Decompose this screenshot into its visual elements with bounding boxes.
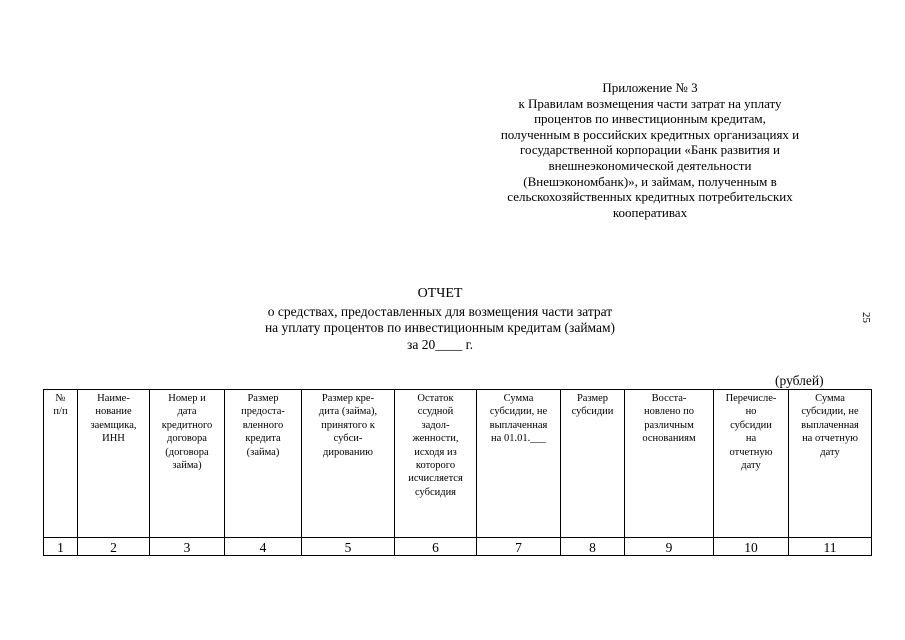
appendix-line: полученным в российских кредитных организациях и [500,126,800,142]
header-cell-subsidized-amount: Размер кре- дита (займа), принятого к субси- дированию [302,390,395,538]
appendix-line: (Внешэкономбанк)», и займам, полученным в [523,173,777,189]
appendix-line: внешнеэкономической деятельности [548,157,752,173]
header-cell-subsidy-size: Размер субсидии [561,390,625,538]
appendix-line: кооперативах [612,204,688,220]
header-cell-unpaid-start: Сумма субсидии, не выплаченная на 01.01.___ [477,390,561,538]
header-cell-unpaid-report: Сумма субсидии, не выплаченная на отчетную дату [789,390,872,538]
header-cell-row-number: № п/п [44,390,78,538]
appendix-line: к Правилам возмещения части затрат на уплату [518,95,782,111]
appendix-line: сельскохозяйственных кредитных потребительских [507,189,793,205]
header-cell-transferred: Перечисле- но субсидии на отчетную дату [714,390,789,538]
column-number-cell: 6 [395,538,477,556]
appendix-line: государственной корпорации «Банк развития и [520,142,780,158]
header-cell-debt-balance: Остаток ссудной задол- женности, исходя из которого исчисляется субсидия [395,390,477,538]
header-cell-restored: Восста- новлено по различным основаниям [625,390,714,538]
report-subtitle-line: о средствах, предоставленных для возмещения части затрат [267,303,613,319]
column-number-cell: 7 [477,538,561,556]
report-table [43,389,872,556]
column-number-cell: 5 [302,538,395,556]
appendix-header [465,80,835,220]
column-number-cell: 3 [150,538,225,556]
column-number-cell: 1 [44,538,78,556]
page-number: 25 [860,312,872,323]
column-number-cell: 8 [561,538,625,556]
report-period-line: за 20____ г. [407,336,473,352]
table-column-number-row [44,538,872,556]
column-number-cell: 11 [789,538,872,556]
appendix-line: процентов по инвестиционным кредитам, [534,111,766,127]
column-number-cell: 4 [225,538,302,556]
report-subtitle-line: на уплату процентов по инвестиционным кредитам (займам) [264,320,616,335]
report-heading [180,286,700,353]
header-cell-credit-amount: Размер предоста- вленного кредита (займа) [225,390,302,538]
column-number-cell: 2 [78,538,150,556]
column-number-cell: 9 [625,538,714,556]
units-label: (рублей) [775,373,824,388]
header-cell-contract: Номер и дата кредитного договора (договора займа) [150,390,225,538]
report-title: ОТЧЕТ [417,286,463,301]
column-number-cell: 10 [714,538,789,556]
appendix-line: Приложение № 3 [602,80,698,95]
table-header-row [44,390,872,538]
header-cell-borrower: Наиме- нование заемщика, ИНН [78,390,150,538]
